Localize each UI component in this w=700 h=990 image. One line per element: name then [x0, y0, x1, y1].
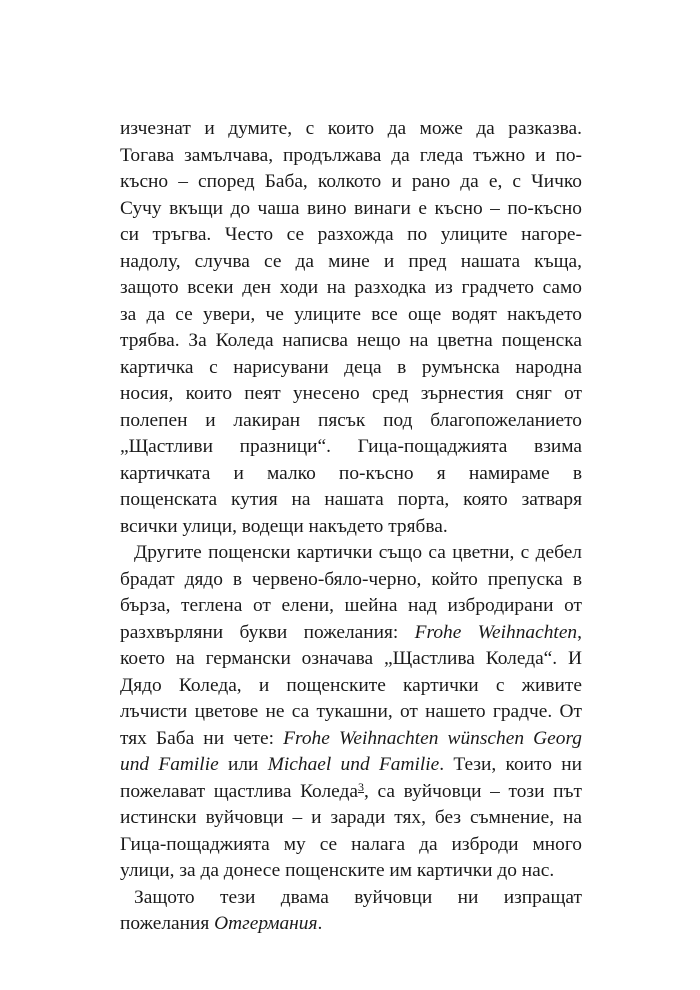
text-run: изчезнат и думите, с които да може да разказва. — [120, 118, 582, 139]
text-line — [120, 779, 582, 806]
text-run: си тръгва. Често се разхожда по улиците нагоре- — [120, 224, 582, 245]
text-line — [120, 434, 582, 461]
text-run: Дядо Коледа, и пощенските картички с живите — [120, 674, 582, 696]
text-line — [120, 752, 582, 779]
text-line — [120, 461, 582, 488]
text-run: лъчисти цветове не са тукашни, от нашето градче. От — [120, 701, 582, 722]
text-run: Защото тези двама вуйчовци ни изпращат — [134, 886, 582, 908]
text-run: пожелават щастлива Коледа — [120, 780, 358, 802]
text-run: Frohe Weihnachten — [414, 621, 578, 643]
text-run: und Familie — [120, 754, 219, 775]
text-line — [120, 302, 582, 329]
text-line — [120, 196, 582, 223]
text-run: за да се увери, че улиците все още водят накъдето — [120, 303, 582, 325]
text-run: „Щастливи празници“. Гица-пощаджията взима — [120, 436, 582, 457]
text-run: Другите пощенски картички също са цветни, с дебел — [134, 542, 582, 563]
text-line — [120, 143, 582, 170]
text-line — [120, 275, 582, 302]
text-line — [120, 858, 582, 885]
text-run: , са вуйчовци – този път — [364, 780, 582, 802]
text-line — [120, 805, 582, 832]
text-line — [120, 116, 582, 143]
text-line — [120, 699, 582, 726]
text-line — [120, 540, 582, 567]
text-run: картичка с нарисувани деца в румънска народна — [120, 356, 582, 378]
paragraph-2 — [120, 540, 582, 885]
text-line — [120, 567, 582, 594]
text-run: Michael und Familie — [267, 754, 440, 775]
text-run: , — [577, 621, 582, 643]
text-run: бърза, теглена от елени, шейна над избродирани от — [120, 595, 582, 616]
text-line — [120, 911, 582, 938]
text-run: пожелания — [120, 913, 215, 934]
paragraph-3 — [120, 885, 582, 938]
text-line — [120, 169, 582, 196]
book-page-text — [120, 116, 582, 938]
text-run: надолу, случва се да мине и пред нашата къща, — [120, 250, 582, 272]
text-run: истински вуйчовци – и заради тях, без съмнение, на — [120, 807, 582, 828]
text-run: трябва. За Коледа написва нещо на цветна пощенска — [120, 330, 582, 351]
text-run: полепен и лакиран пясък под благопожеланието — [120, 409, 582, 431]
text-line — [120, 355, 582, 382]
text-run: защото всеки ден ходи на разходка из градчето само — [120, 277, 582, 298]
text-line — [120, 885, 582, 912]
text-run: . Тези, които ни — [439, 754, 583, 775]
text-run: Отгермания — [214, 913, 318, 934]
text-run: късно – според Баба, колкото и рано да е, с Чичко — [120, 171, 582, 192]
text-line — [120, 381, 582, 408]
text-run: или — [218, 754, 268, 775]
text-line — [120, 514, 582, 541]
text-run: картичката и малко по-късно я намираме в — [120, 462, 582, 484]
text-line — [120, 487, 582, 514]
text-run: пощенската кутия на нашата порта, която затваря — [120, 489, 582, 510]
text-line — [120, 593, 582, 620]
text-line — [120, 620, 582, 647]
text-run: всички улици, водещи накъдето трябва. — [120, 515, 448, 537]
text-line — [120, 222, 582, 249]
text-run: разхвърляни букви пожелания: — [120, 621, 415, 643]
text-line — [120, 408, 582, 435]
text-run: което на германски означава „Щастлива Коледа“. И — [120, 648, 582, 669]
text-run: Тогава замълчава, продължава да гледа тъжно и по- — [120, 144, 582, 166]
text-run: Frohe Weihnachten wünschen Georg — [283, 727, 582, 749]
text-run: Гица-пощаджията му се налага да изброди много — [120, 833, 582, 855]
text-line — [120, 328, 582, 355]
text-line — [120, 832, 582, 859]
text-run: улици, за да донесе пощенските им картички до нас. — [120, 860, 555, 881]
text-line — [120, 673, 582, 700]
text-line — [120, 726, 582, 753]
paragraph-1 — [120, 116, 582, 540]
text-line — [120, 646, 582, 673]
text-run: носия, които пеят унесено сред зърнестия сняг от — [120, 383, 582, 404]
text-line — [120, 249, 582, 276]
text-run: . — [317, 913, 323, 934]
text-run: брадат дядо в червено-бяло-черно, който препуска в — [120, 568, 582, 590]
text-run: тях Баба ни чете: — [120, 727, 284, 749]
text-run: Сучу вкъщи до чаша вино винаги е късно – по-късно — [120, 197, 582, 219]
footnote-marker: 3 — [358, 779, 364, 794]
